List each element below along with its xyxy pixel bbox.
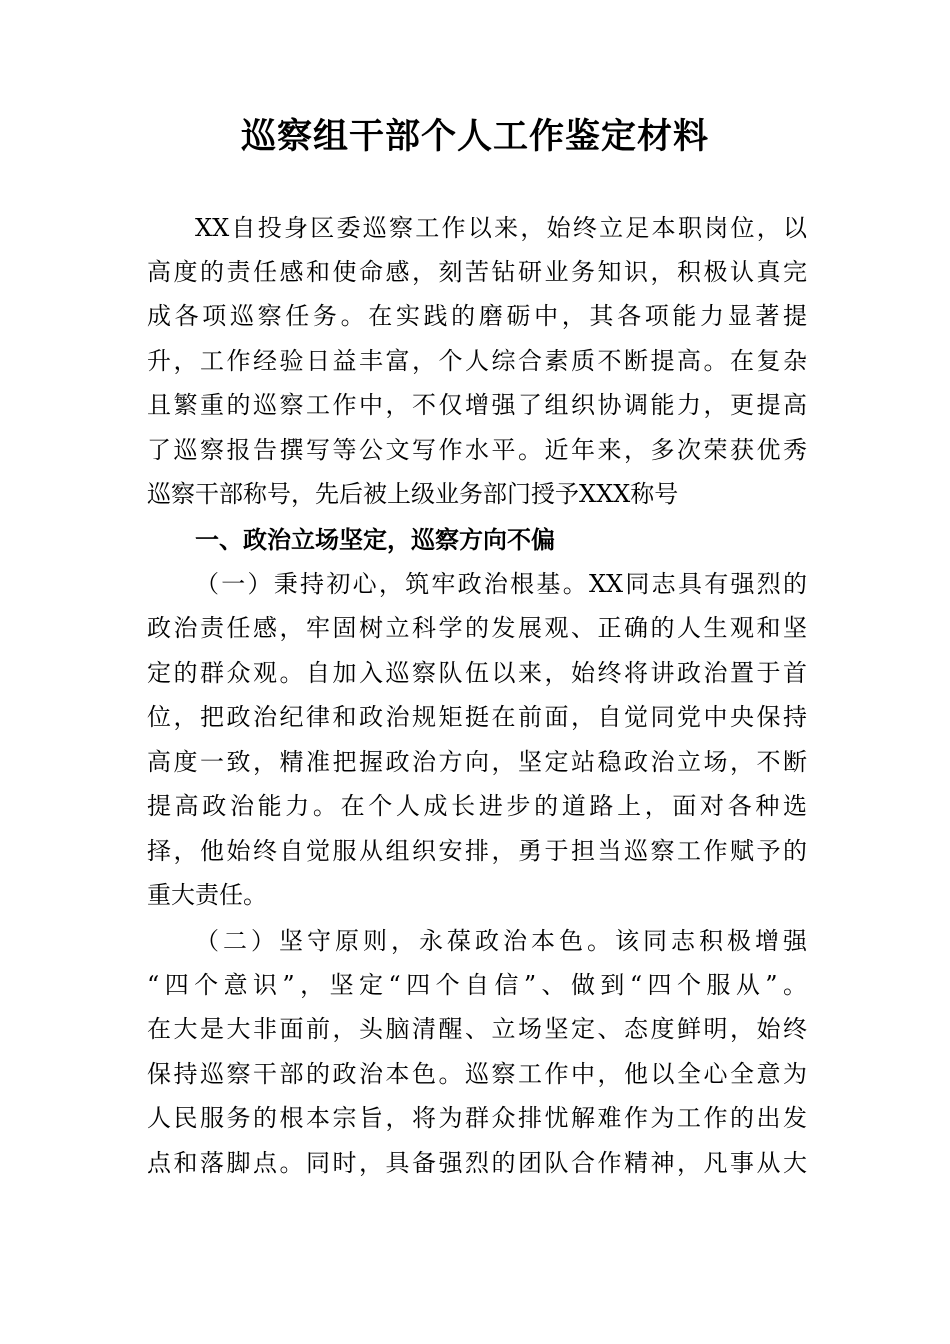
paragraph-line: （二）坚守原则，永葆政治本色。该同志积极增强 bbox=[195, 927, 807, 955]
paragraph-line: 点和落脚点。同时，具备强烈的团队合作精神，凡事从大 bbox=[147, 1149, 807, 1177]
paragraph-line: 定的群众观。自加入巡察队伍以来，始终将讲政治置于首 bbox=[147, 659, 807, 687]
paragraph-line: 成各项巡察任务。在实践的磨砺中，其各项能力显著提 bbox=[147, 302, 807, 330]
paragraph-line: 升，工作经验日益丰富，个人综合素质不断提高。在复杂 bbox=[147, 347, 807, 375]
paragraph-line: XX自投身区委巡察工作以来，始终立足本职岗位，以 bbox=[195, 214, 807, 242]
paragraph-line: 巡察干部称号，先后被上级业务部门授予XXX称号 bbox=[147, 480, 679, 508]
paragraph-line: 位，把政治纪律和政治规矩挺在前面，自觉同党中央保持 bbox=[147, 703, 807, 731]
section-heading: 一、政治立场坚定，巡察方向不偏 bbox=[195, 526, 555, 554]
paragraph-line: 择，他始终自觉服从组织安排，勇于担当巡察工作赋予的 bbox=[147, 837, 807, 865]
paragraph-line: 人民服务的根本宗旨，将为群众排忧解难作为工作的出发 bbox=[147, 1104, 807, 1132]
paragraph-line: 了巡察报告撰写等公文写作水平。近年来，多次荣获优秀 bbox=[147, 436, 807, 464]
paragraph-line: 高度的责任感和使命感，刻苦钻研业务知识，积极认真完 bbox=[147, 258, 807, 286]
paragraph-line: 政治责任感，牢固树立科学的发展观、正确的人生观和坚 bbox=[147, 614, 807, 642]
paragraph-line: 提高政治能力。在个人成长进步的道路上，面对各种选 bbox=[147, 792, 807, 820]
paragraph-line: 重大责任。 bbox=[147, 881, 267, 909]
paragraph-line: （一）秉持初心，筑牢政治根基。XX同志具有强烈的 bbox=[195, 570, 807, 598]
paragraph-line: “四个意识”，坚定“四个自信”、做到“四个服从”。 bbox=[147, 971, 807, 999]
paragraph-line: 高度一致，精准把握政治方向，坚定站稳政治立场，不断 bbox=[147, 748, 807, 776]
document-title: 巡察组干部个人工作鉴定材料 bbox=[240, 116, 709, 157]
paragraph-line: 保持巡察干部的政治本色。巡察工作中，他以全心全意为 bbox=[147, 1060, 807, 1088]
paragraph-line: 且繁重的巡察工作中，不仅增强了组织协调能力，更提高 bbox=[147, 391, 807, 419]
paragraph-line: 在大是大非面前，头脑清醒、立场坚定、态度鲜明，始终 bbox=[147, 1015, 807, 1043]
